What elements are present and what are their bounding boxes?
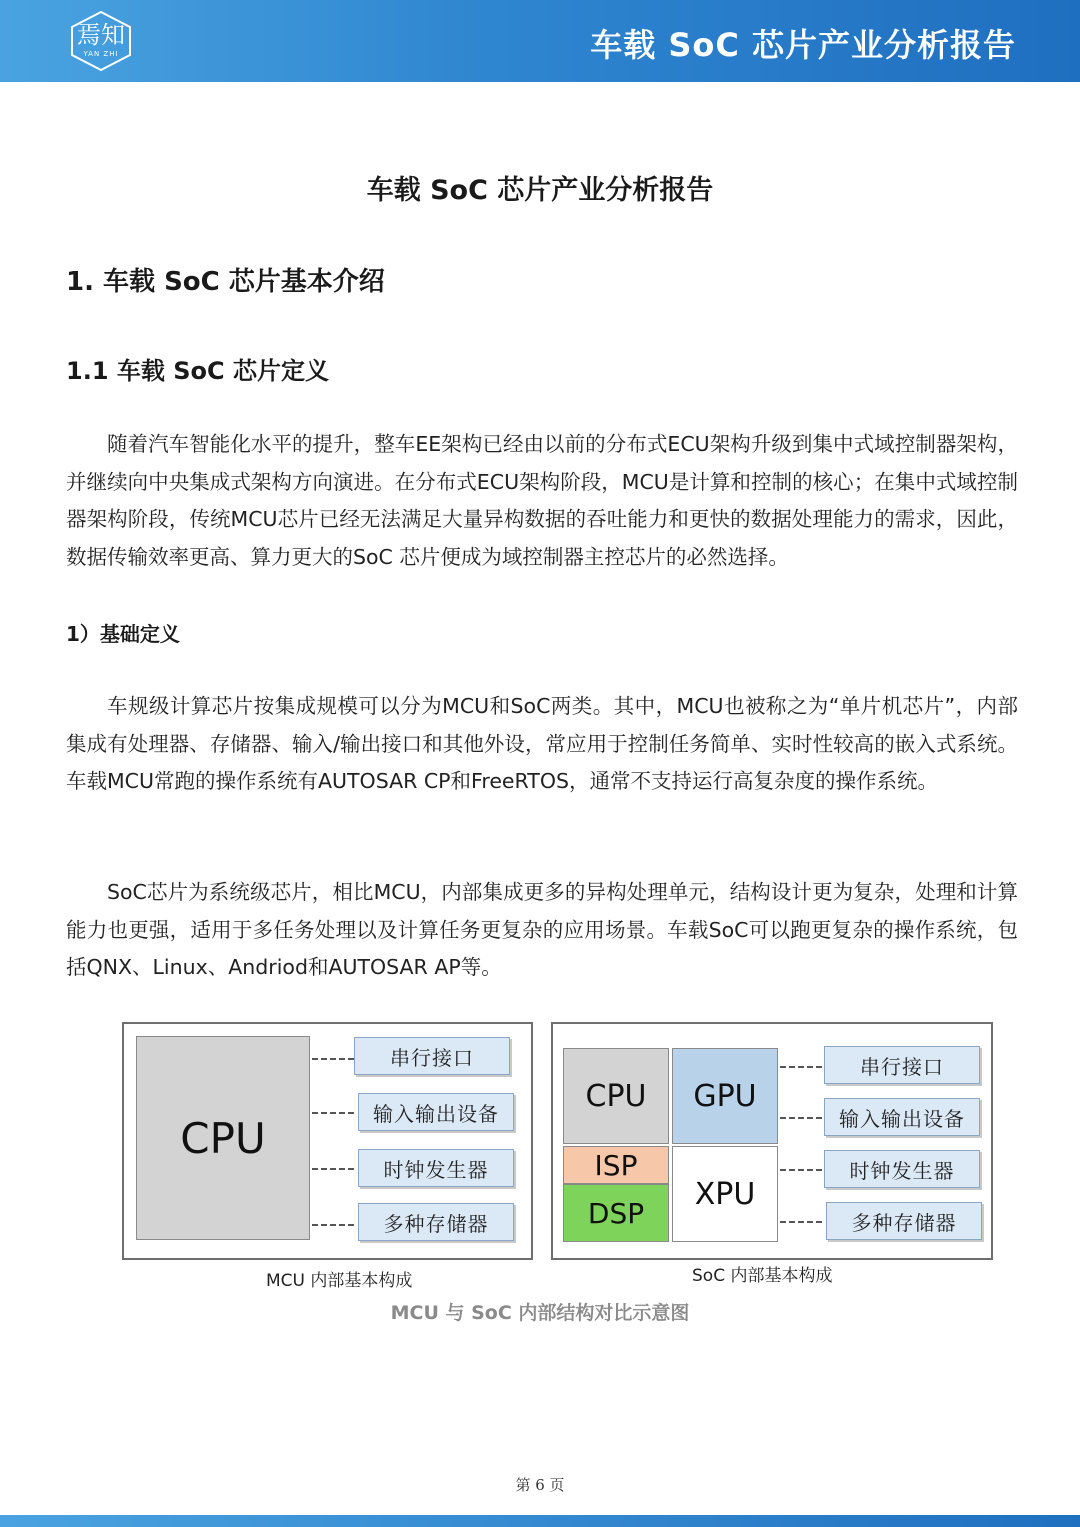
- mcu-serial-interface: 串行接口: [354, 1037, 510, 1075]
- logo-subtext: YAN ZHI: [83, 50, 119, 58]
- soc-clock-generator: 时钟发生器: [824, 1150, 980, 1188]
- mcu-cpu-block: CPU: [136, 1036, 310, 1240]
- connector-line: [780, 1117, 822, 1119]
- mcu-io-devices: 输入输出设备: [358, 1093, 514, 1131]
- mcu-clock-generator: 时钟发生器: [358, 1149, 514, 1187]
- soc-io-devices: 输入输出设备: [824, 1098, 980, 1136]
- section-heading-1-1: 1.1 车载 SoC 芯片定义: [66, 357, 329, 385]
- header-bar: [0, 0, 1080, 82]
- logo-icon: [68, 10, 134, 72]
- soc-cpu-block: CPU: [563, 1048, 669, 1144]
- connector-line: [312, 1058, 354, 1060]
- soc-serial-interface: 串行接口: [824, 1046, 980, 1084]
- connector-line: [780, 1221, 822, 1223]
- connector-line: [780, 1066, 822, 1068]
- mcu-diagram-label: MCU 内部基本构成: [266, 1271, 413, 1291]
- paragraph-mcu: 车规级计算芯片按集成规模可以分为MCU和SoC两类。其中，MCU也被称之为“单片机芯片”，内部集成有处理器、存储器、输入/输出接口和其他外设，常应用于控制任务简单、实时性较高的嵌入式系统。车载MCU常跑的操作系统有AUTOSAR CP和FreeRTOS，通常不支持运行高复杂度的操作系统。: [66, 694, 1018, 793]
- connector-line: [312, 1112, 354, 1114]
- connector-line: [312, 1224, 354, 1226]
- header-title: 车载 SoC 芯片产业分析报告: [590, 26, 1016, 64]
- document-title: 车载 SoC 芯片产业分析报告: [366, 175, 714, 206]
- soc-dsp-block: DSP: [563, 1184, 669, 1242]
- soc-xpu-block: XPU: [672, 1146, 778, 1242]
- logo-text: 焉知: [77, 21, 125, 49]
- mcu-memories: 多种存储器: [358, 1203, 514, 1241]
- soc-gpu-block: GPU: [672, 1048, 778, 1144]
- subheading-basic-definition: 1）基础定义: [66, 622, 180, 646]
- paragraph-intro: 随着汽车智能化水平的提升，整车EE架构已经由以前的分布式ECU架构升级到集中式域控制器架构，并继续向中央集成式架构方向演进。在分布式ECU架构阶段，MCU是计算和控制的核心；在集中式域控制器架构阶段，传统MCU芯片已经无法满足大量异构数据的吞吐能力和更快的数据处理能力的需求，因此，数据传输效率更高、算力更大的SoC 芯片便成为域控制器主控芯片的必然选择。: [66, 432, 1018, 569]
- page-number: 第 6 页: [515, 1476, 565, 1494]
- footer-bar: [0, 1515, 1080, 1527]
- soc-diagram: [551, 1022, 993, 1260]
- figure-caption: MCU 与 SoC 内部结构对比示意图: [390, 1302, 690, 1324]
- section-heading-1: 1. 车载 SoC 芯片基本介绍: [66, 267, 385, 297]
- soc-diagram-label: SoC 内部基本构成: [692, 1266, 833, 1286]
- connector-line: [780, 1169, 822, 1171]
- soc-isp-block: ISP: [563, 1146, 669, 1184]
- soc-memories: 多种存储器: [826, 1202, 982, 1240]
- paragraph-soc: SoC芯片为系统级芯片，相比MCU，内部集成更多的异构处理单元，结构设计更为复杂，处理和计算能力也更强，适用于多任务处理以及计算任务更复杂的应用场景。车载SoC可以跑更复杂的操作系统，包括QNX、Linux、Andriod和AUTOSAR AP等。: [66, 880, 1018, 979]
- connector-line: [312, 1168, 354, 1170]
- mcu-diagram: [122, 1022, 533, 1260]
